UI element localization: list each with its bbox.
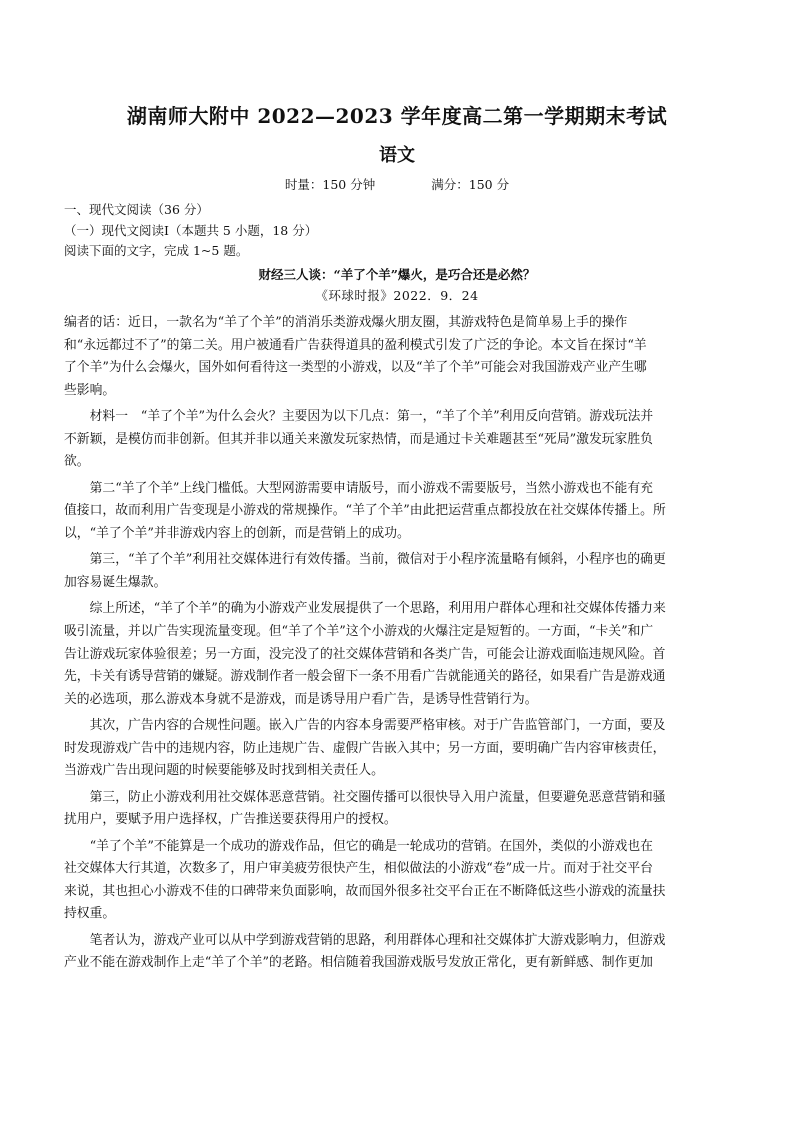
article-line: 社交媒体大行其道，次数多了，用户审美疲劳很快产生，相似做法的小游戏“卷”成一片。而对于社交平台 [64, 861, 653, 877]
subject-title: 语文 [379, 145, 415, 166]
article-line: 值接口，故而利用广告变现是小游戏的常规操作。“羊了个羊”由此把运营重点都投放在社交媒体传播上。所 [64, 503, 666, 519]
article-line: 其次，广告内容的合规性问题。嵌入广告的内容本身需要严格审核。对于广告监管部门，一方面，要及 [89, 718, 666, 734]
section-heading: 一、现代文阅读（36 分） [64, 202, 209, 217]
article-line: 和“永远都过不了”的第二关。用户被通看广告获得道具的盈利模式引发了广泛的争论。本文旨在探讨“羊 [64, 337, 647, 353]
article-line: 来说，其也担心小游戏不佳的口碑带来负面影响，故而国外很多社交平台正在不断降低这些小游戏的流量扶 [64, 883, 666, 899]
article-line: 以，“羊了个羊”并非游戏内容上的创新，而是营销上的成功。 [64, 525, 410, 541]
article-line: 时发现游戏广告中的违规内容，防止违规广告、虚假广告嵌入其中；另一方面，要明确广告内容审核责任， [64, 740, 666, 756]
article-line: 第三，“羊了个羊”利用社交媒体进行有效传播。当前，微信对于小程序流量略有倾斜，小程序也的确更 [89, 552, 666, 568]
article-line: 笔者认为，游戏产业可以从中学到游戏营销的思路，利用群体心理和社交媒体扩大游戏影响力，但游戏 [89, 932, 666, 948]
article-body [64, 312, 728, 975]
article-line: 产业不能在游戏制作上走“羊了个羊”的老路。相信随着我国游戏版号发放正常化，更有新鲜感、制作更加 [64, 955, 653, 971]
article-line: 欲。 [64, 454, 90, 470]
article-line: “羊了个羊”不能算是一个成功的游戏作品，但它的确是一轮成功的营销。在国外，类似的小游戏也在 [89, 838, 653, 854]
article-line: 些影响。 [64, 382, 116, 398]
article-line: 不新颖，是模仿而非创新。但其并非以通关来激发玩家热情，而是通过卡关难题甚至“死局”激发玩家胜负 [64, 431, 653, 447]
article-line: 关的必选项，那么游戏本身就不是游戏，而是诱导用户看广告，是诱导性营销行为。 [64, 691, 538, 707]
section-header [64, 200, 317, 262]
article-title: 财经三人谈：“羊了个羊”爆火，是巧合还是必然？ [258, 267, 536, 282]
article-line: 第二“羊了个羊”上线门槛低。大型网游需要申请版号，而小游戏不需要版号，当然小游戏也不能有充 [89, 480, 653, 496]
reading-instruction: 阅读下面的文字，完成 1~5 题。 [64, 243, 249, 258]
article-line: 了个羊”为什么会爆火，国外如何看待这一类型的小游戏，以及“羊了个羊”可能会对我国游戏产业产生哪 [64, 360, 647, 376]
time-limit: 时量：150 分钟 [284, 177, 376, 192]
article-line: 当游戏广告出现问题的时候要能够及时找到相关责任人。 [64, 763, 384, 779]
article-line: 告让游戏玩家体验很差；另一方面，没完没了的社交媒体营销和各类广告，可能会让游戏面临违规风险。首 [64, 646, 666, 662]
article-line: 吸引流量，并以广告实现流量变现。但“羊了个羊”这个小游戏的火爆注定是短暂的。一方面，“卡关”和广 [64, 623, 654, 639]
full-score: 满分：150 分 [431, 177, 510, 192]
article-line: 第三，防止小游戏利用社交媒体恶意营销。社交圈传播可以很快导入用户流量，但要避免恶意营销和骚 [89, 789, 666, 805]
exam-title: 湖南师大附中 2022—2023 学年度高二第一学期期末考试 [126, 104, 668, 128]
article-line: 编者的话：近日，一款名为“羊了个羊”的消消乐类游戏爆火朋友圈，其游戏特色是简单易上手的操作 [64, 315, 628, 330]
article-line: 加容易诞生爆款。 [64, 574, 167, 590]
article-line: 持权重。 [64, 906, 116, 922]
section-subheading: （一）现代文阅读Ⅰ（本题共 5 小题，18 分） [64, 222, 318, 238]
article-line: 扰用户，要赋予用户选择权，广告推送要获得用户的授权。 [64, 812, 397, 828]
article-line: 综上所述，“羊了个羊”的确为小游戏产业发展提供了一个思路，利用用户群体心理和社交媒体传播力来 [89, 601, 666, 617]
exam-meta [0, 175, 794, 193]
article-line: 材料一 “羊了个羊”为什么会火？主要因为以下几点：第一，“羊了个羊”利用反向营销。游戏玩法并 [89, 409, 654, 425]
article-source: 《环球时报》2022．9．24 [315, 288, 479, 303]
article-line: 先，卡关有诱导营销的嫌疑。游戏制作者一般会留下一条不用看广告就能通关的路径，如果看广告是游戏通 [64, 669, 666, 685]
